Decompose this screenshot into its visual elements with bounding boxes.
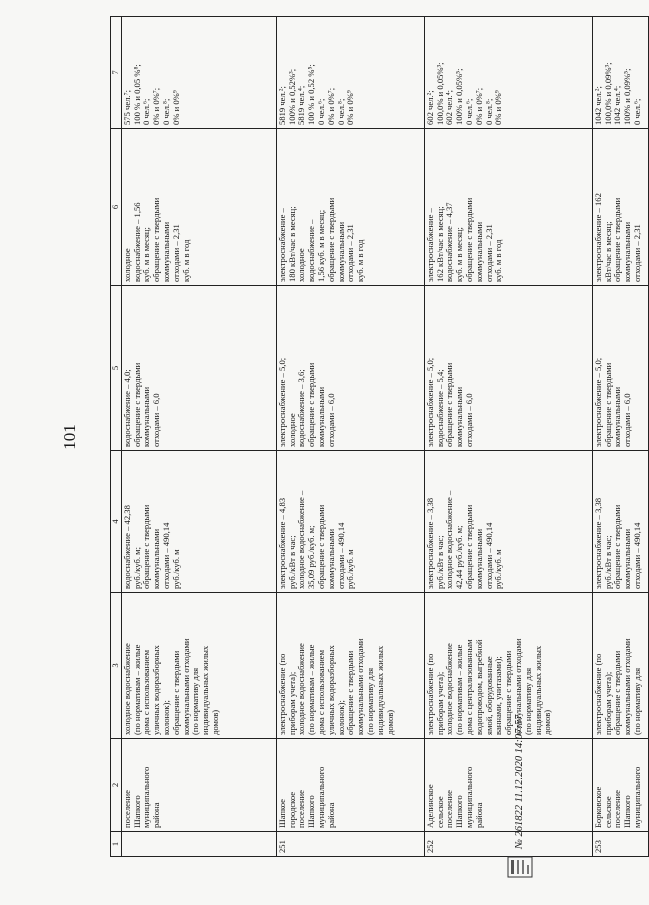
- cell-line: 100% и 0,09%⁵;: [622, 68, 633, 125]
- footer-registration: № 261822 11.12.2020 14:07:57: [514, 714, 525, 849]
- cell-line: муниципального: [141, 766, 152, 828]
- cell-line: обращение с твердыми: [612, 504, 623, 589]
- cell-line: (по нормативам – жилые: [454, 644, 465, 735]
- cell-line: 100 % и 0,52 %⁵;: [306, 64, 317, 125]
- cell-line: домов): [542, 709, 553, 735]
- cell-line: руб./куб. м;: [131, 546, 142, 589]
- table-cell-col5: [276, 286, 424, 451]
- cell-line: кВт/час в месяц;: [602, 221, 613, 282]
- cell-line: электроснабжение – 5,0;: [276, 357, 287, 447]
- table-cell-col2: [592, 739, 648, 832]
- cell-line: муниципального: [631, 766, 642, 828]
- cell-line: 0% и 0%⁹: [345, 90, 356, 125]
- cell-line: обращение с твердыми: [151, 197, 162, 282]
- cell-line: (по нормативам – жилые: [306, 644, 317, 735]
- header-cell: 5: [111, 286, 122, 451]
- cell-line: 602 чел.⁴;: [444, 90, 455, 125]
- cell-line: отходами – 490,14: [631, 522, 642, 589]
- cell-line: руб./кВт в час;: [434, 535, 445, 589]
- cell-line: муниципального: [315, 766, 326, 828]
- table-cell-col6: [592, 129, 648, 286]
- table-cell-col5: [424, 286, 592, 451]
- cell-line: 0 чел.⁸;: [483, 98, 494, 125]
- cell-line: Борковское: [592, 786, 603, 828]
- cell-line: 100% и 0,05%⁵;: [454, 68, 465, 125]
- cell-line: домов): [209, 709, 220, 735]
- cell-line: руб./куб. м: [345, 549, 356, 589]
- cell-line: руб./кВт в час;: [286, 535, 297, 589]
- cell-line: 0 чел.⁸;: [160, 98, 171, 125]
- cell-line: обращение с твердыми: [612, 650, 623, 735]
- cell-line: домов): [384, 709, 395, 735]
- row-number-cell: 252: [424, 832, 592, 857]
- cell-line: водоснабжение – 4,0;: [121, 369, 132, 447]
- header-cell: 6: [111, 129, 122, 286]
- cell-line: холодное водоснабжение: [121, 643, 132, 735]
- cell-line: поселение: [121, 790, 132, 828]
- table-cell-col2: [121, 739, 276, 832]
- header-cell: 4: [111, 451, 122, 593]
- data-table: [110, 16, 649, 857]
- cell-line: коммунальными отходами: [622, 638, 633, 735]
- cell-line: коммунальными: [622, 528, 633, 589]
- cell-line: обращение с твердыми: [141, 504, 152, 589]
- cell-line: 0 чел.⁶;: [463, 98, 474, 125]
- cell-line: отходами – 2,31: [631, 224, 642, 282]
- table-cell-col3: [424, 593, 592, 739]
- cell-line: 602 чел.²;: [424, 90, 435, 125]
- cell-line: 0 чел.⁸;: [335, 98, 346, 125]
- table-cell-col4: [592, 451, 648, 593]
- cell-line: 100,0% и 0,09%³;: [602, 62, 613, 125]
- cell-line: электроснабжение (по: [276, 653, 287, 735]
- cell-line: 0% и 0%⁷;: [473, 87, 484, 125]
- cell-line: куб. м в год: [355, 239, 366, 282]
- cell-line: обращение с твердыми: [463, 197, 474, 282]
- cell-line: обращение с твердыми: [315, 504, 326, 589]
- cell-line: 100 % и 0,05 %⁸;: [131, 64, 142, 125]
- cell-line: коммунальными: [473, 221, 484, 282]
- cell-line: электроснабжение (по: [424, 653, 435, 735]
- row-number-cell: [121, 832, 276, 857]
- header-cell: 2: [111, 739, 122, 832]
- cell-line: индивидуальных жилых: [532, 645, 543, 735]
- cell-line: района: [473, 802, 484, 828]
- cell-line: коммунальными: [612, 386, 623, 447]
- cell-line: отходами – 6,0: [151, 393, 162, 447]
- cell-line: 5819 чел.²;: [276, 86, 287, 125]
- table-cell-col4: [121, 451, 276, 593]
- cell-line: Шапкого: [306, 795, 317, 828]
- cell-line: (по нормативам – жилые: [131, 644, 142, 735]
- cell-line: коммунальными: [473, 528, 484, 589]
- cell-line: района: [151, 802, 162, 828]
- cell-line: электроснабжение – 5,0;: [592, 357, 603, 447]
- table-cell-col3: [121, 593, 276, 739]
- cell-line: Шапкого: [131, 795, 142, 828]
- cell-line: 0 чел.⁶;: [315, 98, 326, 125]
- cell-line: отходами – 6,0: [325, 393, 336, 447]
- cell-line: (по нормативу для: [631, 667, 642, 735]
- table-cell-col7: [276, 17, 424, 129]
- cell-line: отходами – 490,14: [160, 522, 171, 589]
- cell-line: ямой, оборудованные: [483, 656, 494, 735]
- cell-line: обращение с твердыми: [602, 362, 613, 447]
- cell-line: водоснабжение – 5,4;: [434, 369, 445, 447]
- cell-line: 575 чел.⁷;: [121, 90, 132, 125]
- cell-line: отходами – 2,31: [345, 224, 356, 282]
- cell-line: 1042 чел.²;: [592, 86, 603, 125]
- cell-line: уличных водоразборных: [151, 645, 162, 735]
- cell-line: холодное: [121, 248, 132, 282]
- table-cell-col5: [592, 286, 648, 451]
- cell-line: приборам учета);: [434, 671, 445, 735]
- cell-line: электроснабжение (по: [592, 653, 603, 735]
- table-cell-col2: [276, 739, 424, 832]
- cell-line: коммунальными: [160, 221, 171, 282]
- cell-line: Шапкого: [622, 795, 633, 828]
- cell-line: водопроводом, выгребной: [473, 639, 484, 735]
- row-number-cell: 253: [592, 832, 648, 857]
- cell-line: водоснабжение – 3,6;: [296, 369, 307, 447]
- cell-line: приборам учета);: [286, 671, 297, 735]
- cell-line: 42,44 руб./куб. м;: [454, 525, 465, 589]
- cell-line: 35,09 руб./куб. м;: [306, 525, 317, 589]
- cell-line: дома с централизованным: [463, 639, 474, 735]
- table-cell-col7: [592, 17, 648, 129]
- cell-line: руб./кВт в час;: [602, 535, 613, 589]
- header-cell: 1: [111, 832, 122, 857]
- cell-line: Шапкое: [276, 799, 287, 828]
- cell-line: городское: [286, 791, 297, 828]
- cell-line: ваннами, унитазами);: [493, 656, 504, 735]
- cell-line: поселение: [444, 790, 455, 828]
- cell-line: муниципального: [463, 766, 474, 828]
- cell-line: 0 чел.⁶;: [141, 98, 152, 125]
- cell-line: сельское: [602, 796, 613, 828]
- cell-line: приборам учета);: [602, 671, 613, 735]
- cell-line: обращение с твердыми: [325, 197, 336, 282]
- cell-line: куб. м в год: [180, 239, 191, 282]
- cell-line: электроснабжение – 162: [592, 193, 603, 282]
- cell-line: водоснабжение – 4,37: [444, 202, 455, 282]
- cell-line: 162 кВт/час в месяц;: [434, 206, 445, 282]
- table-cell-col7: [121, 17, 276, 129]
- cell-line: (по нормативу для: [190, 667, 201, 735]
- cell-line: отходами – 2,31: [483, 224, 494, 282]
- table-cell-col6: [121, 129, 276, 286]
- cell-line: водоснабжение –: [306, 219, 317, 282]
- cell-line: 0% и 0%⁹: [493, 90, 504, 125]
- cell-line: 0% и 0%⁷;: [325, 87, 336, 125]
- cell-line: 1,56 куб. м в месяц;: [315, 209, 326, 282]
- cell-line: (по нормативу для: [522, 667, 533, 735]
- cell-line: коммунальными: [325, 528, 336, 589]
- cell-line: электроснабжение – 3,38: [592, 497, 603, 589]
- table-cell-col5: [121, 286, 276, 451]
- cell-line: коммунальными отходами: [512, 638, 523, 735]
- cell-line: электроснабжение –: [276, 208, 287, 282]
- cell-line: электроснабжение – 3,38: [424, 497, 435, 589]
- table-row: [592, 17, 648, 857]
- cell-line: холодное водоснабжение: [296, 643, 307, 735]
- cell-line: коммунальными отходами: [180, 638, 191, 735]
- cell-line: руб./куб. м: [170, 549, 181, 589]
- cell-line: коммунальными: [622, 221, 633, 282]
- table-cell-col6: [276, 129, 424, 286]
- cell-line: холодное водоснабжение: [444, 643, 455, 735]
- cell-line: холодное: [286, 413, 297, 447]
- table-row: [276, 17, 424, 857]
- header-row: [111, 17, 122, 857]
- cell-line: электроснабжение – 5,0;: [424, 357, 435, 447]
- cell-line: отходами – 490,14: [335, 522, 346, 589]
- table-body: [121, 17, 648, 857]
- cell-line: электроснабжение –: [424, 208, 435, 282]
- cell-line: коммунальными: [141, 386, 152, 447]
- cell-line: 0% и 0%⁹: [170, 90, 181, 125]
- document-stamp-icon: [506, 855, 534, 879]
- cell-line: обращение с твердыми: [345, 650, 356, 735]
- cell-line: индивидуальных жилых: [200, 645, 211, 735]
- table-cell-col6: [424, 129, 592, 286]
- cell-line: обращение с твердыми: [131, 362, 142, 447]
- cell-line: поселение: [612, 790, 623, 828]
- cell-line: 180 кВт/час в месяц;: [286, 206, 297, 282]
- cell-line: коммунальными: [151, 528, 162, 589]
- cell-line: дома с использованием: [141, 649, 152, 735]
- table-cell-col3: [276, 593, 424, 739]
- table-row: [424, 17, 592, 857]
- table-cell-col2: [424, 739, 592, 832]
- page-number: 101: [60, 424, 79, 450]
- table-cell-col4: [276, 451, 424, 593]
- cell-line: обращение с твердыми: [503, 650, 514, 735]
- cell-line: водоснабжение – 1,56: [131, 202, 142, 282]
- cell-line: куб. м в месяц;: [454, 227, 465, 282]
- cell-line: 5819 чел.⁴;: [296, 85, 307, 125]
- cell-line: куб. м в месяц;: [141, 227, 152, 282]
- cell-line: обращение с твердыми: [612, 197, 623, 282]
- cell-line: электроснабжение – 4,83: [276, 497, 287, 589]
- cell-line: обращение с твердыми: [170, 650, 181, 735]
- cell-line: района: [325, 802, 336, 828]
- cell-line: колонок);: [335, 700, 346, 735]
- cell-line: коммунальными: [315, 386, 326, 447]
- cell-line: Шапкого: [454, 795, 465, 828]
- cell-line: коммунальными: [454, 386, 465, 447]
- cell-line: холодное водоснабжение –: [296, 490, 307, 589]
- cell-line: дома с использованием: [315, 649, 326, 735]
- table-cell-col7: [424, 17, 592, 129]
- cell-line: 1042 чел.⁴;: [612, 85, 623, 125]
- cell-line: холодное водоснабжение –: [444, 490, 455, 589]
- header-cell: 3: [111, 593, 122, 739]
- table-cell-col4: [424, 451, 592, 593]
- row-number-cell: 251: [276, 832, 424, 857]
- cell-line: отходами – 6,0: [463, 393, 474, 447]
- cell-line: 100,0% и 0,05%³;: [434, 62, 445, 125]
- cell-line: отходами – 490,14: [483, 522, 494, 589]
- cell-line: (по нормативу для: [364, 667, 375, 735]
- header-cell: 7: [111, 17, 122, 129]
- cell-line: куб. м в год: [493, 239, 504, 282]
- cell-line: обращение с твердыми: [463, 504, 474, 589]
- table-row: [121, 17, 276, 857]
- cell-line: руб./куб. м: [493, 549, 504, 589]
- rotated-document-page: [10, 17, 642, 857]
- cell-line: 0 чел.⁶;: [631, 98, 642, 125]
- cell-line: колонок);: [160, 700, 171, 735]
- cell-line: 0% и 0%⁷;: [151, 87, 162, 125]
- cell-line: уличных водоразборных: [325, 645, 336, 735]
- cell-line: сельское: [434, 796, 445, 828]
- cell-line: водоснабжение – 42,38: [121, 505, 132, 589]
- cell-line: отходами – 2,31: [170, 224, 181, 282]
- table-cell-col3: [592, 593, 648, 739]
- cell-line: индивидуальных жилых: [374, 645, 385, 735]
- cell-line: 100% и 0,52%³;: [286, 68, 297, 125]
- cell-line: поселение: [296, 790, 307, 828]
- cell-line: обращение с твердыми: [306, 362, 317, 447]
- cell-line: обращение с твердыми: [444, 362, 455, 447]
- cell-line: холодное: [296, 248, 307, 282]
- cell-line: коммунальными отходами: [355, 638, 366, 735]
- cell-line: Аделинское: [424, 784, 435, 828]
- cell-line: коммунальными: [335, 221, 346, 282]
- cell-line: отходами – 6,0: [622, 393, 633, 447]
